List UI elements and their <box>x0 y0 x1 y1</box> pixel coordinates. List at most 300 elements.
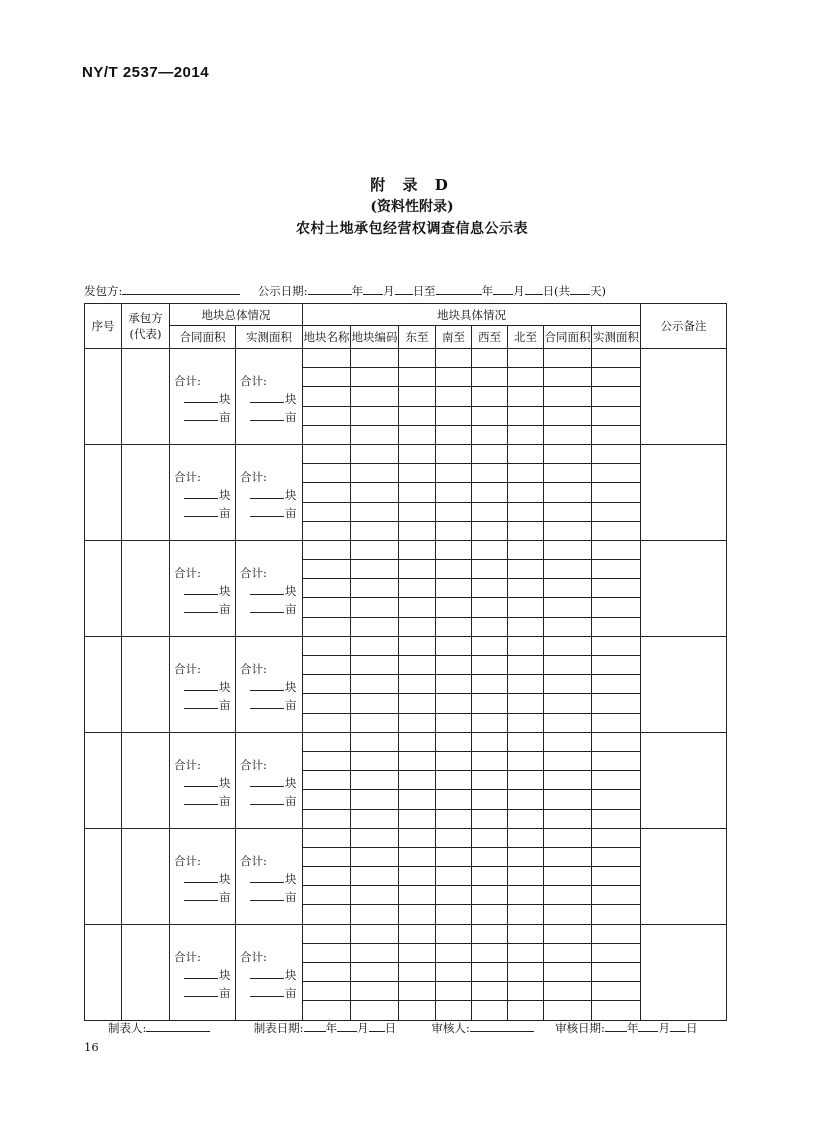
south-cell[interactable] <box>436 521 472 540</box>
plot-measured-area-cell[interactable] <box>592 751 641 770</box>
plot-name-cell[interactable] <box>303 387 351 406</box>
plot-code-cell[interactable] <box>351 867 399 886</box>
north-cell[interactable] <box>508 905 544 924</box>
plot-contract-area-cell[interactable] <box>544 425 592 444</box>
south-cell[interactable] <box>436 560 472 579</box>
south-cell[interactable] <box>436 905 472 924</box>
north-cell[interactable] <box>508 387 544 406</box>
contractor-cell[interactable] <box>122 349 170 445</box>
plot-measured-area-cell[interactable] <box>592 636 641 655</box>
south-cell[interactable] <box>436 540 472 559</box>
plot-name-cell[interactable] <box>303 963 351 982</box>
west-cell[interactable] <box>472 828 508 847</box>
south-cell[interactable] <box>436 425 472 444</box>
plot-measured-area-cell[interactable] <box>592 771 641 790</box>
plot-name-cell[interactable] <box>303 771 351 790</box>
plot-contract-area-cell[interactable] <box>544 464 592 483</box>
plot-code-cell[interactable] <box>351 828 399 847</box>
serial-no-cell[interactable] <box>85 924 122 1020</box>
east-cell[interactable] <box>399 924 436 943</box>
east-cell[interactable] <box>399 579 436 598</box>
south-cell[interactable] <box>436 982 472 1001</box>
plot-contract-area-cell[interactable] <box>544 982 592 1001</box>
plot-name-cell[interactable] <box>303 1001 351 1020</box>
south-cell[interactable] <box>436 368 472 387</box>
north-cell[interactable] <box>508 464 544 483</box>
plot-name-cell[interactable] <box>303 560 351 579</box>
west-cell[interactable] <box>472 636 508 655</box>
north-cell[interactable] <box>508 502 544 521</box>
west-cell[interactable] <box>472 751 508 770</box>
east-cell[interactable] <box>399 886 436 905</box>
east-cell[interactable] <box>399 771 436 790</box>
serial-no-cell[interactable] <box>85 828 122 924</box>
west-cell[interactable] <box>472 598 508 617</box>
remarks-cell[interactable] <box>641 349 727 445</box>
west-cell[interactable] <box>472 444 508 463</box>
plot-measured-area-cell[interactable] <box>592 694 641 713</box>
plot-measured-area-cell[interactable] <box>592 924 641 943</box>
south-cell[interactable] <box>436 675 472 694</box>
west-cell[interactable] <box>472 406 508 425</box>
plot-contract-area-cell[interactable] <box>544 828 592 847</box>
east-cell[interactable] <box>399 425 436 444</box>
west-cell[interactable] <box>472 790 508 809</box>
south-cell[interactable] <box>436 771 472 790</box>
plot-contract-area-cell[interactable] <box>544 751 592 770</box>
remarks-cell[interactable] <box>641 924 727 1020</box>
contractor-cell[interactable] <box>122 444 170 540</box>
plot-contract-area-cell[interactable] <box>544 847 592 866</box>
plot-name-cell[interactable] <box>303 502 351 521</box>
south-cell[interactable] <box>436 790 472 809</box>
plot-measured-area-cell[interactable] <box>592 521 641 540</box>
plot-measured-area-cell[interactable] <box>592 982 641 1001</box>
plot-measured-area-cell[interactable] <box>592 1001 641 1020</box>
plot-code-cell[interactable] <box>351 713 399 732</box>
plot-measured-area-cell[interactable] <box>592 617 641 636</box>
west-cell[interactable] <box>472 694 508 713</box>
plot-code-cell[interactable] <box>351 598 399 617</box>
plot-contract-area-cell[interactable] <box>544 1001 592 1020</box>
plot-measured-area-cell[interactable] <box>592 790 641 809</box>
serial-no-cell[interactable] <box>85 349 122 445</box>
north-cell[interactable] <box>508 675 544 694</box>
contractor-cell[interactable] <box>122 828 170 924</box>
plot-measured-area-cell[interactable] <box>592 349 641 368</box>
plot-name-cell[interactable] <box>303 905 351 924</box>
plot-name-cell[interactable] <box>303 982 351 1001</box>
contractor-cell[interactable] <box>122 732 170 828</box>
plot-contract-area-cell[interactable] <box>544 636 592 655</box>
plot-name-cell[interactable] <box>303 694 351 713</box>
south-cell[interactable] <box>436 617 472 636</box>
plot-code-cell[interactable] <box>351 809 399 828</box>
north-cell[interactable] <box>508 943 544 962</box>
north-cell[interactable] <box>508 636 544 655</box>
plot-measured-area-cell[interactable] <box>592 368 641 387</box>
east-cell[interactable] <box>399 751 436 770</box>
plot-code-cell[interactable] <box>351 387 399 406</box>
plot-measured-area-cell[interactable] <box>592 579 641 598</box>
east-cell[interactable] <box>399 349 436 368</box>
plot-contract-area-cell[interactable] <box>544 560 592 579</box>
west-cell[interactable] <box>472 771 508 790</box>
plot-measured-area-cell[interactable] <box>592 867 641 886</box>
plot-name-cell[interactable] <box>303 425 351 444</box>
south-cell[interactable] <box>436 694 472 713</box>
west-cell[interactable] <box>472 349 508 368</box>
plot-code-cell[interactable] <box>351 694 399 713</box>
plot-contract-area-cell[interactable] <box>544 368 592 387</box>
plot-measured-area-cell[interactable] <box>592 598 641 617</box>
plot-name-cell[interactable] <box>303 886 351 905</box>
plot-contract-area-cell[interactable] <box>544 579 592 598</box>
plot-code-cell[interactable] <box>351 656 399 675</box>
south-cell[interactable] <box>436 732 472 751</box>
west-cell[interactable] <box>472 617 508 636</box>
east-cell[interactable] <box>399 540 436 559</box>
plot-measured-area-cell[interactable] <box>592 540 641 559</box>
plot-contract-area-cell[interactable] <box>544 713 592 732</box>
north-cell[interactable] <box>508 963 544 982</box>
north-cell[interactable] <box>508 1001 544 1020</box>
north-cell[interactable] <box>508 368 544 387</box>
south-cell[interactable] <box>436 406 472 425</box>
east-cell[interactable] <box>399 809 436 828</box>
west-cell[interactable] <box>472 675 508 694</box>
south-cell[interactable] <box>436 636 472 655</box>
west-cell[interactable] <box>472 943 508 962</box>
north-cell[interactable] <box>508 751 544 770</box>
east-cell[interactable] <box>399 982 436 1001</box>
plot-name-cell[interactable] <box>303 867 351 886</box>
east-cell[interactable] <box>399 694 436 713</box>
north-cell[interactable] <box>508 560 544 579</box>
plot-contract-area-cell[interactable] <box>544 732 592 751</box>
plot-name-cell[interactable] <box>303 444 351 463</box>
plot-code-cell[interactable] <box>351 406 399 425</box>
plot-name-cell[interactable] <box>303 732 351 751</box>
west-cell[interactable] <box>472 425 508 444</box>
plot-measured-area-cell[interactable] <box>592 406 641 425</box>
plot-contract-area-cell[interactable] <box>544 521 592 540</box>
south-cell[interactable] <box>436 924 472 943</box>
plot-name-cell[interactable] <box>303 924 351 943</box>
south-cell[interactable] <box>436 713 472 732</box>
plot-contract-area-cell[interactable] <box>544 675 592 694</box>
west-cell[interactable] <box>472 847 508 866</box>
plot-code-cell[interactable] <box>351 982 399 1001</box>
north-cell[interactable] <box>508 521 544 540</box>
south-cell[interactable] <box>436 751 472 770</box>
west-cell[interactable] <box>472 982 508 1001</box>
south-cell[interactable] <box>436 502 472 521</box>
east-cell[interactable] <box>399 502 436 521</box>
south-cell[interactable] <box>436 943 472 962</box>
west-cell[interactable] <box>472 656 508 675</box>
east-cell[interactable] <box>399 943 436 962</box>
north-cell[interactable] <box>508 579 544 598</box>
contractor-cell[interactable] <box>122 924 170 1020</box>
west-cell[interactable] <box>472 387 508 406</box>
plot-name-cell[interactable] <box>303 713 351 732</box>
plot-code-cell[interactable] <box>351 540 399 559</box>
plot-contract-area-cell[interactable] <box>544 771 592 790</box>
south-cell[interactable] <box>436 349 472 368</box>
west-cell[interactable] <box>472 924 508 943</box>
plot-name-cell[interactable] <box>303 675 351 694</box>
west-cell[interactable] <box>472 886 508 905</box>
plot-code-cell[interactable] <box>351 483 399 502</box>
west-cell[interactable] <box>472 713 508 732</box>
plot-measured-area-cell[interactable] <box>592 963 641 982</box>
plot-contract-area-cell[interactable] <box>544 617 592 636</box>
plot-code-cell[interactable] <box>351 464 399 483</box>
plot-measured-area-cell[interactable] <box>592 828 641 847</box>
east-cell[interactable] <box>399 963 436 982</box>
plot-contract-area-cell[interactable] <box>544 694 592 713</box>
plot-name-cell[interactable] <box>303 790 351 809</box>
west-cell[interactable] <box>472 867 508 886</box>
west-cell[interactable] <box>472 464 508 483</box>
north-cell[interactable] <box>508 924 544 943</box>
plot-name-cell[interactable] <box>303 349 351 368</box>
north-cell[interactable] <box>508 598 544 617</box>
north-cell[interactable] <box>508 982 544 1001</box>
north-cell[interactable] <box>508 790 544 809</box>
west-cell[interactable] <box>472 809 508 828</box>
west-cell[interactable] <box>472 368 508 387</box>
south-cell[interactable] <box>436 867 472 886</box>
north-cell[interactable] <box>508 444 544 463</box>
south-cell[interactable] <box>436 579 472 598</box>
north-cell[interactable] <box>508 617 544 636</box>
south-cell[interactable] <box>436 1001 472 1020</box>
south-cell[interactable] <box>436 886 472 905</box>
east-cell[interactable] <box>399 617 436 636</box>
plot-measured-area-cell[interactable] <box>592 387 641 406</box>
north-cell[interactable] <box>508 406 544 425</box>
plot-code-cell[interactable] <box>351 790 399 809</box>
plot-measured-area-cell[interactable] <box>592 886 641 905</box>
plot-measured-area-cell[interactable] <box>592 560 641 579</box>
plot-measured-area-cell[interactable] <box>592 675 641 694</box>
east-cell[interactable] <box>399 867 436 886</box>
plot-name-cell[interactable] <box>303 579 351 598</box>
west-cell[interactable] <box>472 540 508 559</box>
plot-contract-area-cell[interactable] <box>544 963 592 982</box>
west-cell[interactable] <box>472 1001 508 1020</box>
plot-code-cell[interactable] <box>351 963 399 982</box>
plot-contract-area-cell[interactable] <box>544 444 592 463</box>
plot-contract-area-cell[interactable] <box>544 809 592 828</box>
plot-measured-area-cell[interactable] <box>592 483 641 502</box>
plot-code-cell[interactable] <box>351 751 399 770</box>
east-cell[interactable] <box>399 560 436 579</box>
north-cell[interactable] <box>508 425 544 444</box>
plot-code-cell[interactable] <box>351 905 399 924</box>
west-cell[interactable] <box>472 732 508 751</box>
east-cell[interactable] <box>399 521 436 540</box>
east-cell[interactable] <box>399 387 436 406</box>
south-cell[interactable] <box>436 809 472 828</box>
plot-code-cell[interactable] <box>351 349 399 368</box>
plot-code-cell[interactable] <box>351 368 399 387</box>
plot-code-cell[interactable] <box>351 675 399 694</box>
plot-code-cell[interactable] <box>351 886 399 905</box>
east-cell[interactable] <box>399 406 436 425</box>
plot-code-cell[interactable] <box>351 943 399 962</box>
plot-code-cell[interactable] <box>351 847 399 866</box>
plot-name-cell[interactable] <box>303 751 351 770</box>
north-cell[interactable] <box>508 771 544 790</box>
plot-name-cell[interactable] <box>303 368 351 387</box>
south-cell[interactable] <box>436 483 472 502</box>
west-cell[interactable] <box>472 521 508 540</box>
plot-measured-area-cell[interactable] <box>592 444 641 463</box>
plot-name-cell[interactable] <box>303 540 351 559</box>
plot-contract-area-cell[interactable] <box>544 943 592 962</box>
east-cell[interactable] <box>399 483 436 502</box>
plot-name-cell[interactable] <box>303 464 351 483</box>
west-cell[interactable] <box>472 560 508 579</box>
plot-name-cell[interactable] <box>303 406 351 425</box>
east-cell[interactable] <box>399 905 436 924</box>
plot-code-cell[interactable] <box>351 732 399 751</box>
south-cell[interactable] <box>436 828 472 847</box>
plot-contract-area-cell[interactable] <box>544 867 592 886</box>
plot-name-cell[interactable] <box>303 656 351 675</box>
remarks-cell[interactable] <box>641 636 727 732</box>
serial-no-cell[interactable] <box>85 732 122 828</box>
north-cell[interactable] <box>508 694 544 713</box>
plot-code-cell[interactable] <box>351 771 399 790</box>
south-cell[interactable] <box>436 387 472 406</box>
plot-measured-area-cell[interactable] <box>592 847 641 866</box>
west-cell[interactable] <box>472 579 508 598</box>
plot-measured-area-cell[interactable] <box>592 502 641 521</box>
plot-contract-area-cell[interactable] <box>544 502 592 521</box>
east-cell[interactable] <box>399 1001 436 1020</box>
plot-contract-area-cell[interactable] <box>544 406 592 425</box>
east-cell[interactable] <box>399 828 436 847</box>
plot-contract-area-cell[interactable] <box>544 483 592 502</box>
north-cell[interactable] <box>508 809 544 828</box>
plot-contract-area-cell[interactable] <box>544 387 592 406</box>
remarks-cell[interactable] <box>641 540 727 636</box>
north-cell[interactable] <box>508 732 544 751</box>
north-cell[interactable] <box>508 713 544 732</box>
east-cell[interactable] <box>399 656 436 675</box>
east-cell[interactable] <box>399 636 436 655</box>
plot-name-cell[interactable] <box>303 943 351 962</box>
south-cell[interactable] <box>436 847 472 866</box>
south-cell[interactable] <box>436 598 472 617</box>
plot-code-cell[interactable] <box>351 636 399 655</box>
north-cell[interactable] <box>508 847 544 866</box>
remarks-cell[interactable] <box>641 828 727 924</box>
plot-contract-area-cell[interactable] <box>544 656 592 675</box>
south-cell[interactable] <box>436 444 472 463</box>
serial-no-cell[interactable] <box>85 540 122 636</box>
plot-code-cell[interactable] <box>351 617 399 636</box>
east-cell[interactable] <box>399 732 436 751</box>
north-cell[interactable] <box>508 349 544 368</box>
plot-contract-area-cell[interactable] <box>544 924 592 943</box>
east-cell[interactable] <box>399 790 436 809</box>
plot-code-cell[interactable] <box>351 425 399 444</box>
east-cell[interactable] <box>399 847 436 866</box>
contractor-cell[interactable] <box>122 636 170 732</box>
south-cell[interactable] <box>436 464 472 483</box>
plot-code-cell[interactable] <box>351 560 399 579</box>
plot-measured-area-cell[interactable] <box>592 713 641 732</box>
plot-code-cell[interactable] <box>351 924 399 943</box>
west-cell[interactable] <box>472 963 508 982</box>
plot-measured-area-cell[interactable] <box>592 656 641 675</box>
plot-measured-area-cell[interactable] <box>592 732 641 751</box>
plot-contract-area-cell[interactable] <box>544 349 592 368</box>
north-cell[interactable] <box>508 540 544 559</box>
serial-no-cell[interactable] <box>85 636 122 732</box>
plot-name-cell[interactable] <box>303 847 351 866</box>
plot-code-cell[interactable] <box>351 521 399 540</box>
east-cell[interactable] <box>399 444 436 463</box>
plot-measured-area-cell[interactable] <box>592 809 641 828</box>
remarks-cell[interactable] <box>641 444 727 540</box>
plot-code-cell[interactable] <box>351 502 399 521</box>
plot-name-cell[interactable] <box>303 636 351 655</box>
east-cell[interactable] <box>399 675 436 694</box>
south-cell[interactable] <box>436 656 472 675</box>
north-cell[interactable] <box>508 867 544 886</box>
north-cell[interactable] <box>508 886 544 905</box>
south-cell[interactable] <box>436 963 472 982</box>
plot-contract-area-cell[interactable] <box>544 598 592 617</box>
east-cell[interactable] <box>399 598 436 617</box>
plot-contract-area-cell[interactable] <box>544 790 592 809</box>
remarks-cell[interactable] <box>641 732 727 828</box>
plot-contract-area-cell[interactable] <box>544 886 592 905</box>
plot-name-cell[interactable] <box>303 828 351 847</box>
plot-measured-area-cell[interactable] <box>592 425 641 444</box>
plot-code-cell[interactable] <box>351 444 399 463</box>
plot-code-cell[interactable] <box>351 579 399 598</box>
contractor-cell[interactable] <box>122 540 170 636</box>
west-cell[interactable] <box>472 483 508 502</box>
plot-measured-area-cell[interactable] <box>592 943 641 962</box>
plot-name-cell[interactable] <box>303 809 351 828</box>
serial-no-cell[interactable] <box>85 444 122 540</box>
east-cell[interactable] <box>399 464 436 483</box>
east-cell[interactable] <box>399 368 436 387</box>
plot-name-cell[interactable] <box>303 617 351 636</box>
plot-name-cell[interactable] <box>303 521 351 540</box>
plot-contract-area-cell[interactable] <box>544 905 592 924</box>
north-cell[interactable] <box>508 828 544 847</box>
plot-name-cell[interactable] <box>303 598 351 617</box>
plot-code-cell[interactable] <box>351 1001 399 1020</box>
east-cell[interactable] <box>399 713 436 732</box>
west-cell[interactable] <box>472 905 508 924</box>
north-cell[interactable] <box>508 483 544 502</box>
plot-name-cell[interactable] <box>303 483 351 502</box>
west-cell[interactable] <box>472 502 508 521</box>
plot-contract-area-cell[interactable] <box>544 540 592 559</box>
north-cell[interactable] <box>508 656 544 675</box>
plot-measured-area-cell[interactable] <box>592 905 641 924</box>
